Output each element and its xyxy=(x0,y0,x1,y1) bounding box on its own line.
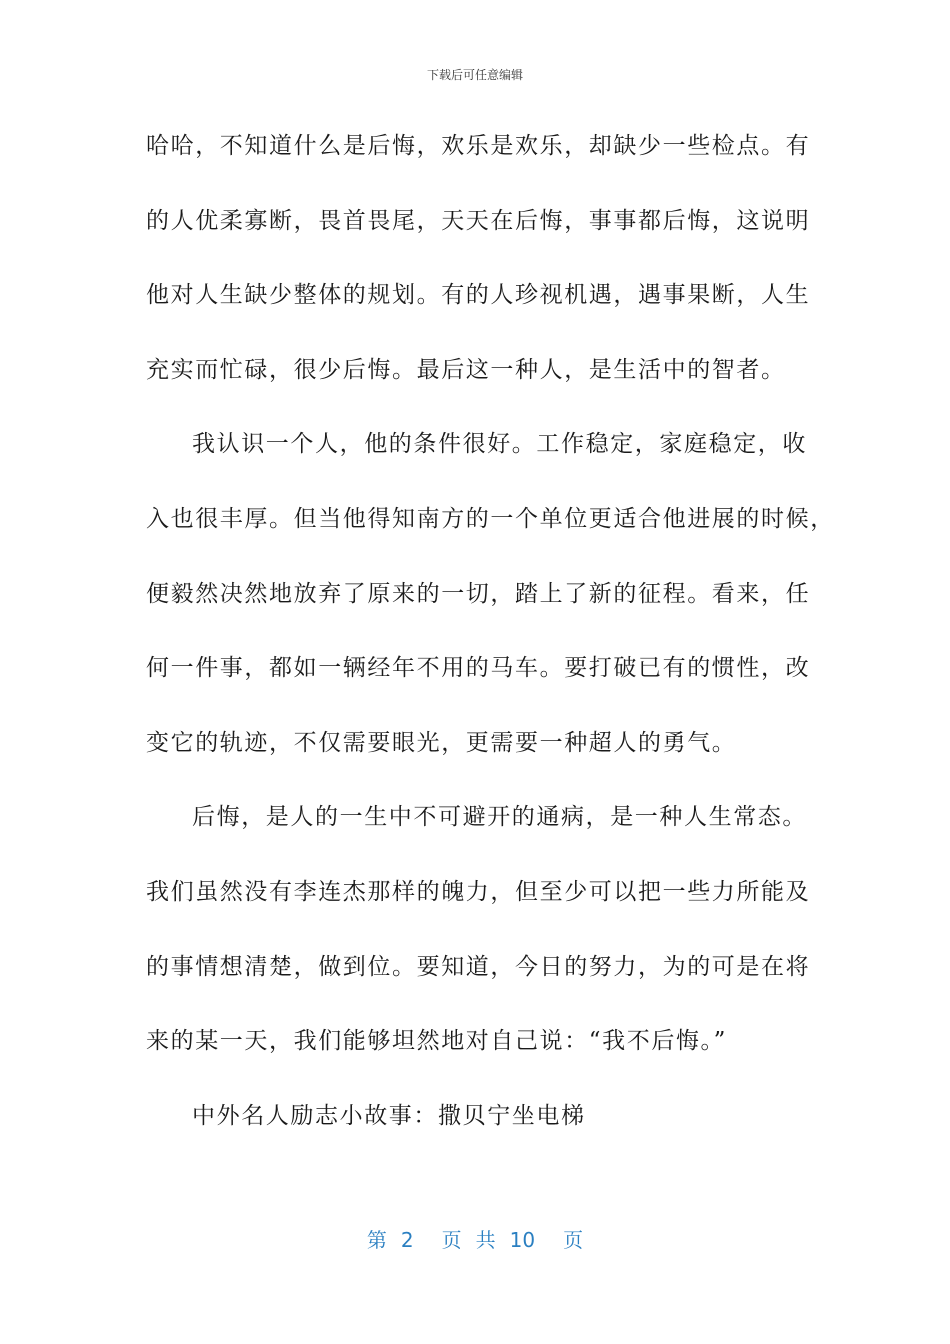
paragraph-start-line: 我认识一个人，他的条件很好。工作稳定，家庭稳定，收 xyxy=(192,431,807,458)
text-line: 充实而忙碌，很少后悔。最后这一种人，是生活中的智者。 xyxy=(146,356,786,383)
page-number: 2 xyxy=(400,1228,414,1252)
total-label: 共 xyxy=(475,1228,496,1252)
section-title-line: 中外名人励志小故事：撒贝宁坐电梯 xyxy=(192,1102,586,1129)
text-line: 入也很丰厚。但当他得知南方的一个单位更适合他进展的时候， xyxy=(146,505,835,532)
text-line: 便毅然决然地放弃了原来的一切，踏上了新的征程。看来，任 xyxy=(146,580,811,607)
total-unit: 页 xyxy=(563,1228,584,1252)
text-line: 我们虽然没有李连杰那样的魄力，但至少可以把一些力所能及 xyxy=(146,878,811,905)
page-label: 第 xyxy=(366,1228,387,1252)
page-footer xyxy=(0,1224,950,1253)
text-line: 来的某一天，我们能够坦然地对自己说：“我不后悔。” xyxy=(146,1028,728,1055)
text-line: 他对人生缺少整体的规划。有的人珍视机遇，遇事果断，人生 xyxy=(146,282,811,309)
page-header-note: 下载后可任意编辑 xyxy=(426,68,523,82)
text-line: 哈哈，不知道什么是后悔，欢乐是欢乐，却缺少一些检点。有 xyxy=(146,133,811,159)
text-line: 变它的轨迹，不仅需要眼光，更需要一种超人的勇气。 xyxy=(146,729,737,756)
text-line: 的人优柔寡断，畏首畏尾，天天在后悔，事事都后悔，这说明 xyxy=(146,207,811,234)
document-body xyxy=(146,120,835,1164)
text-line: 的事情想清楚，做到位。要知道，今日的努力，为的可是在将 xyxy=(146,953,811,980)
page-unit: 页 xyxy=(441,1228,462,1252)
total-pages: 10 xyxy=(509,1228,536,1252)
paragraph-start-line: 后悔，是人的一生中不可避开的通病，是一种人生常态。 xyxy=(192,804,807,831)
text-line: 何一件事，都如一辆经年不用的马车。要打破已有的惯性，改 xyxy=(146,655,811,682)
